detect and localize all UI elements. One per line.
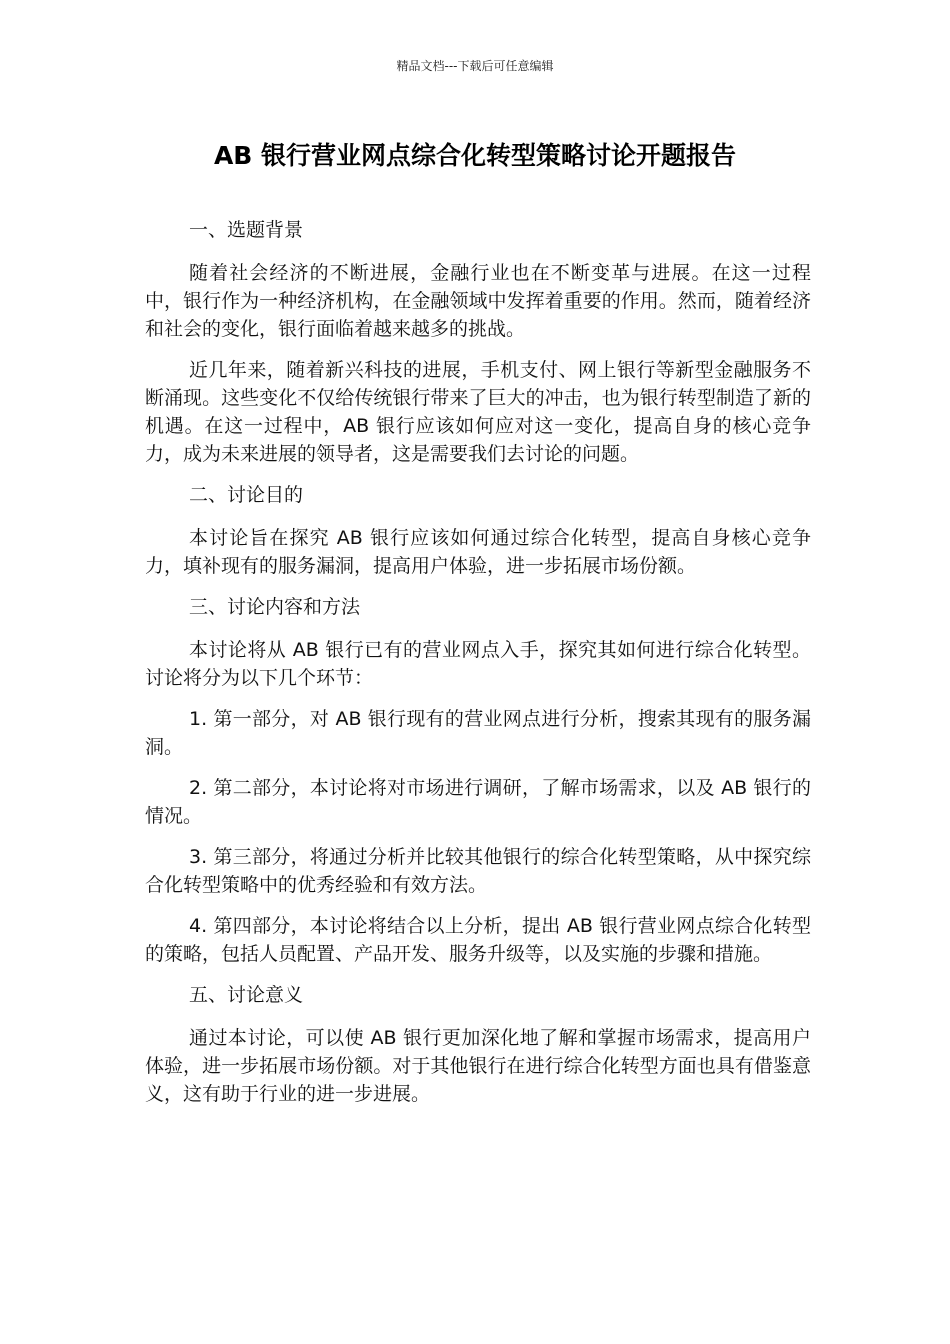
paragraph-content-intro: 本讨论将从 AB 银行已有的营业网点入手，探究其如何进行综合化转型。讨论将分为以下几个环节： bbox=[145, 639, 811, 689]
paragraph-background-2: 近几年来，随着新兴科技的进展，手机支付、网上银行等新型金融服务不断涌现。这些变化不仅给传统银行带来了巨大的冲击，也为银行转型制造了新的机遇。在这一过程中，AB 银行应该如何应对这一变化，提高自身的核心竞争力，成为未来进展的领导者，这是需要我们去讨论的问题。 bbox=[145, 359, 811, 465]
list-item-part-2: 2. 第二部分，本讨论将对市场进行调研，了解市场需求，以及 AB 银行的情况。 bbox=[145, 777, 811, 827]
paragraph-purpose: 本讨论旨在探究 AB 银行应该如何通过综合化转型，提高自身核心竞争力，填补现有的服务漏洞，提高用户体验，进一步拓展市场份额。 bbox=[145, 527, 811, 577]
section-heading-purpose: 二、讨论目的 bbox=[189, 484, 304, 506]
list-item-part-1: 1. 第一部分，对 AB 银行现有的营业网点进行分析，搜索其现有的服务漏洞。 bbox=[145, 708, 811, 758]
section-heading-content-method: 三、讨论内容和方法 bbox=[189, 596, 361, 618]
list-item-part-3: 3. 第三部分，将通过分析并比较其他银行的综合化转型策略，从中探究综合化转型策略中的优秀经验和有效方法。 bbox=[145, 846, 811, 896]
section-heading-background: 一、选题背景 bbox=[189, 219, 304, 241]
section-heading-significance: 五、讨论意义 bbox=[189, 984, 304, 1006]
paragraph-significance: 通过本讨论，可以使 AB 银行更加深化地了解和掌握市场需求，提高用户体验，进一步拓展市场份额。对于其他银行在进行综合化转型方面也具有借鉴意义，这有助于行业的进一步进展。 bbox=[145, 1027, 811, 1105]
page-header: 精品文档---下载后可任意编辑 bbox=[396, 59, 554, 73]
paragraph-background-1: 随着社会经济的不断进展，金融行业也在不断变革与进展。在这一过程中，银行作为一种经济机构，在金融领域中发挥着重要的作用。然而，随着经济和社会的变化，银行面临着越来越多的挑战。 bbox=[145, 262, 811, 340]
document-body bbox=[145, 216, 811, 1121]
list-item-part-4: 4. 第四部分，本讨论将结合以上分析，提出 AB 银行营业网点综合化转型的策略，包括人员配置、产品开发、服务升级等，以及实施的步骤和措施。 bbox=[145, 915, 811, 965]
document-title: AB 银行营业网点综合化转型策略讨论开题报告 bbox=[213, 141, 737, 170]
